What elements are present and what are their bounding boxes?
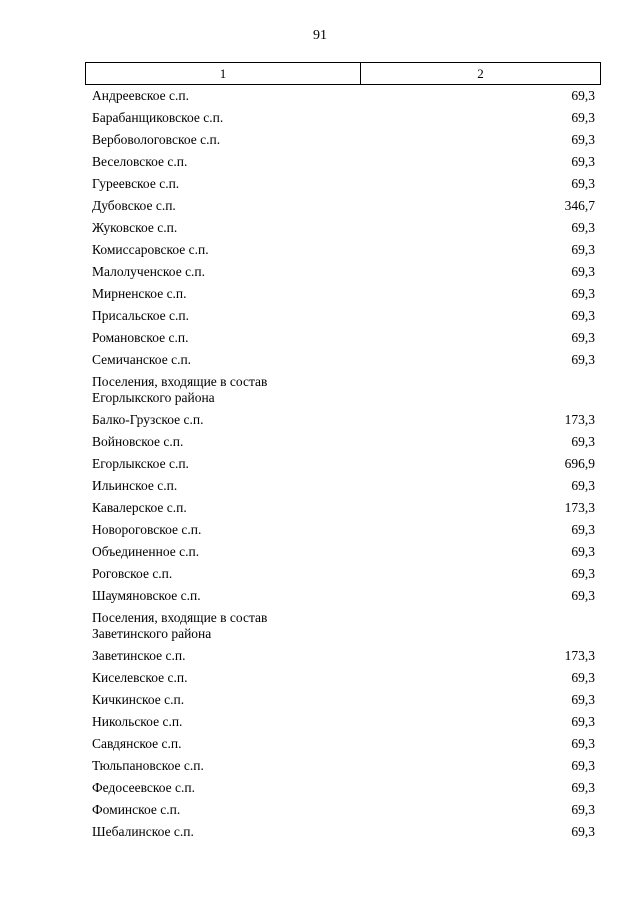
settlement-name: Романовское с.п. [92, 330, 189, 345]
settlement-value: 69,3 [571, 736, 595, 751]
table-row [85, 475, 601, 497]
settlement-name: Роговское с.п. [92, 566, 173, 581]
section-heading-row [85, 607, 601, 645]
table-row [85, 689, 601, 711]
table-row [85, 777, 601, 799]
settlement-name: Комиссаровское с.п. [92, 242, 209, 257]
table-row [85, 85, 601, 107]
settlement-name: Федосеевское с.п. [92, 780, 195, 795]
page-number: 91 [313, 28, 327, 43]
table-row [85, 563, 601, 585]
settlement-value: 69,3 [571, 780, 595, 795]
table-row [85, 519, 601, 541]
settlements-table [85, 62, 601, 843]
settlement-value: 69,3 [571, 176, 595, 191]
table-row [85, 195, 601, 217]
section-heading: Поселения, входящие в состав Заветинского района [92, 610, 268, 641]
settlement-name: Никольское с.п. [92, 714, 183, 729]
settlement-name: Шебалинское с.п. [92, 824, 194, 839]
table-row [85, 217, 601, 239]
table-row [85, 239, 601, 261]
settlement-name: Фоминское с.п. [92, 802, 181, 817]
table-row [85, 645, 601, 667]
table-row [85, 151, 601, 173]
table-row [85, 431, 601, 453]
settlement-value: 173,3 [564, 500, 595, 515]
settlement-value: 696,9 [564, 456, 595, 471]
settlement-name: Шаумяновское с.п. [92, 588, 201, 603]
settlement-name: Тюльпановское с.п. [92, 758, 204, 773]
settlement-name: Семичанское с.п. [92, 352, 192, 367]
settlement-name: Жуковское с.п. [92, 220, 178, 235]
settlement-value: 69,3 [571, 566, 595, 581]
settlement-value: 69,3 [571, 308, 595, 323]
settlement-value: 69,3 [571, 264, 595, 279]
table-row [85, 283, 601, 305]
settlement-name: Киселевское с.п. [92, 670, 188, 685]
table-row [85, 261, 601, 283]
settlement-value: 69,3 [571, 286, 595, 301]
settlement-name: Присальское с.п. [92, 308, 189, 323]
settlement-name: Малолученское с.п. [92, 264, 206, 279]
settlement-name: Андреевское с.п. [92, 88, 189, 103]
table-row [85, 733, 601, 755]
table-row [85, 327, 601, 349]
settlement-value: 69,3 [571, 478, 595, 493]
settlement-name: Барабанщиковское с.п. [92, 110, 224, 125]
settlement-name: Балко-Грузское с.п. [92, 412, 204, 427]
table-row [85, 173, 601, 195]
table-row [85, 497, 601, 519]
settlement-value: 69,3 [571, 352, 595, 367]
table-row [85, 453, 601, 475]
settlement-value: 69,3 [571, 88, 595, 103]
settlement-value: 69,3 [571, 132, 595, 147]
table-row [85, 349, 601, 371]
settlement-value: 69,3 [571, 692, 595, 707]
table-header-col-2: 2 [477, 65, 484, 81]
table-row [85, 305, 601, 327]
table-row [85, 711, 601, 733]
settlement-name: Вербовологовское с.п. [92, 132, 221, 147]
table-row [85, 409, 601, 431]
section-heading-row [85, 371, 601, 409]
settlement-value: 69,3 [571, 242, 595, 257]
settlement-name: Кавалерское с.п. [92, 500, 187, 515]
settlement-value: 173,3 [564, 412, 595, 427]
settlement-value: 69,3 [571, 544, 595, 559]
table-row [85, 541, 601, 563]
settlement-name: Веселовское с.п. [92, 154, 188, 169]
settlement-value: 69,3 [571, 588, 595, 603]
settlement-value: 69,3 [571, 154, 595, 169]
settlement-name: Гуреевское с.п. [92, 176, 180, 191]
settlement-value: 69,3 [571, 110, 595, 125]
table-row [85, 585, 601, 607]
table-row [85, 129, 601, 151]
settlement-name: Войновское с.п. [92, 434, 184, 449]
table-header-col-1: 1 [86, 63, 361, 84]
section-heading: Поселения, входящие в состав Егорлыкского района [92, 374, 268, 405]
table-row [85, 667, 601, 689]
settlement-name: Кичкинское с.п. [92, 692, 185, 707]
table-row [85, 107, 601, 129]
settlement-name: Дубовское с.п. [92, 198, 176, 213]
settlement-value: 69,3 [571, 714, 595, 729]
table-row [85, 755, 601, 777]
settlement-value: 346,7 [564, 198, 595, 213]
settlement-name: Заветинское с.п. [92, 648, 186, 663]
settlement-value: 69,3 [571, 802, 595, 817]
settlement-value: 69,3 [571, 434, 595, 449]
table-header-row [85, 62, 601, 85]
settlement-value: 69,3 [571, 670, 595, 685]
settlement-value: 69,3 [571, 824, 595, 839]
settlement-value: 173,3 [564, 648, 595, 663]
settlement-value: 69,3 [571, 220, 595, 235]
settlement-name: Егорлыкское с.п. [92, 456, 189, 471]
settlement-name: Новороговское с.п. [92, 522, 202, 537]
settlement-name: Савдянское с.п. [92, 736, 182, 751]
settlement-name: Объединенное с.п. [92, 544, 200, 559]
table-body [85, 85, 601, 843]
settlement-name: Мирненское с.п. [92, 286, 187, 301]
settlement-value: 69,3 [571, 758, 595, 773]
settlement-value: 69,3 [571, 522, 595, 537]
table-row [85, 799, 601, 821]
table-row [85, 821, 601, 843]
settlement-value: 69,3 [571, 330, 595, 345]
settlement-name: Ильинское с.п. [92, 478, 178, 493]
